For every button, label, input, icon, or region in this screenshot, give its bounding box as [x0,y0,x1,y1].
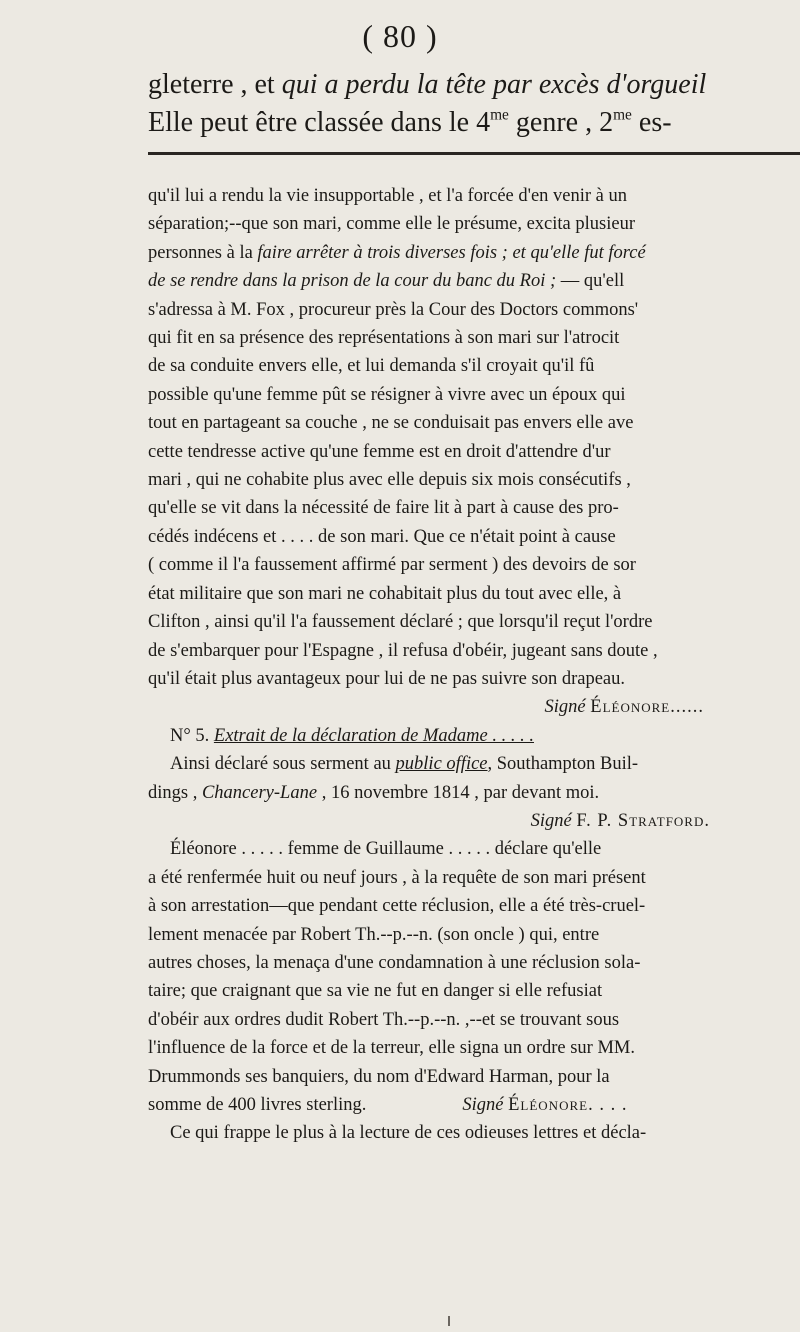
text-span: dings , [148,782,202,803]
final-line: Ce qui frappe le plus à la lecture de ces odieuses lettres et décla- [170,1123,647,1144]
text-line: qu'elle se vit dans la nécessité de faire lit à part à cause des pro- [148,498,619,519]
signature-label: Signé [462,1095,504,1115]
text-span: , 16 novembre 1814 , par devant moi. [317,782,600,803]
text-line: de sa conduite envers elle, et lui demanda s'il croyait qu'il fû [148,356,595,377]
heading-line-1 [148,66,800,104]
superscript: me [490,106,509,124]
text-line: Drummonds ses banquiers, du nom d'Edward Harman, pour la [148,1066,610,1087]
text-line: cédés indécens et . . . . de son mari. Que ce n'était point à cause [148,526,616,547]
signature-name: Éléonore. . . . [508,1095,628,1115]
heading-line-2 [148,104,800,142]
text-span: personnes à la [148,242,258,263]
text-line: d'obéir aux ordres dudit Robert Th.--p.--n. ,--et se trouvant sous [148,1009,620,1030]
text-line: a été renfermée huit ou neuf jours , à la requête de son mari présent [148,867,646,888]
text-line: taire; que craignant que sa vie ne fut en danger si elle refusiat [148,981,603,1002]
text-line: qui fit en sa présence des représentations à son mari sur l'atrocit [148,328,620,349]
text-line [148,239,800,267]
text-span: somme de 400 livres sterling. [148,1095,367,1115]
heading-text: genre , 2 [508,107,614,138]
superscript: me [613,106,632,124]
text-line: tout en partageant sa couche , ne se conduisait pas envers elle ave [148,413,634,434]
text-line: état militaire que son mari ne cohabitait plus du tout avec elle, à [148,583,622,604]
heading-text: Elle peut être classée dans le 4 [148,107,491,138]
section-number: N° 5. [170,725,210,746]
text-line: cette tendresse active qu'une femme est en droit d'attendre d'ur [148,441,611,462]
italic-span: faire arrêter à trois diverses fois ; et qu'elle fut forcé [257,242,646,263]
text-line [148,267,800,295]
horizontal-rule [148,152,800,155]
text-line: de s'embarquer pour l'Espagne , il refusa d'obéir, jugeant sans doute , [148,640,658,661]
paragraph-1 [148,182,800,693]
italic-span: Chancery-Lane [201,782,318,803]
text-span: Ainsi déclaré sous serment au [170,754,396,775]
declaration-line-1 [148,750,800,778]
section-heading [148,722,800,750]
text-line: autres choses, la menaça d'une condamnation à une réclusion sola- [148,952,641,973]
text-span: , Southampton Buil- [487,754,639,775]
text-line: s'adressa à M. Fox , procureur près la Cour des Doctors commons' [148,299,639,320]
text-line: Éléonore . . . . . femme de Guillaume . . . . . déclare qu'elle [170,839,602,860]
text-line: qu'il était plus avantageux pour lui de ne pas suivre son drapeau. [148,668,626,689]
text-line: Clifton , ainsi qu'il l'a faussement déclaré ; que lorsqu'il reçut l'ordre [148,612,653,633]
heading-italic: qui a perdu la tête par excès d'orgueil [281,69,707,100]
text-line: mari , qui ne cohabite plus avec elle depuis six mois consécutifs , [148,470,631,491]
signature-3-line [148,1091,800,1119]
italic-span: public office [395,754,488,775]
page-number: ( 80 ) [362,18,438,54]
body-text [148,182,800,1148]
signature-name: Éléonore...... [590,697,704,718]
signature-label: Signé [530,810,572,831]
italic-span: de se rendre dans la prison de la cour du banc du Roi ; [148,271,557,292]
text-line: lement menacée par Robert Th.--p.--n. (son oncle ) qui, entre [148,924,600,945]
text-line: possible qu'une femme pût se résigner à vivre avec un époux qui [148,384,626,405]
text-line: séparation;--que son mari, comme elle le présume, excita plusieur [148,214,635,235]
declaration-line-2 [148,779,800,807]
signature-name: F. P. Stratford. [576,810,710,831]
text-line: à son arrestation—que pendant cette réclusion, elle a été très-cruel- [148,896,646,917]
text-line: qu'il lui a rendu la vie insupportable , et l'a forcée d'en venir à un [148,186,628,206]
running-heading [148,66,800,142]
heading-text: es- [631,107,672,138]
signature-2 [148,807,800,835]
signature-1 [148,693,800,721]
text-span: — qu'ell [556,271,625,292]
text-line: ( comme il l'a faussement affirmé par serment ) des devoirs de sor [148,555,636,576]
heading-text: gleterre , et [148,69,282,100]
page-mark [448,1316,450,1326]
section-title: Extrait de la déclaration de Madame . . . . . [213,725,534,746]
signature-label: Signé [544,697,586,718]
text-line: l'influence de la force et de la terreur, elle signa un ordre sur MM. [148,1038,635,1059]
paragraph-2 [148,835,800,1091]
